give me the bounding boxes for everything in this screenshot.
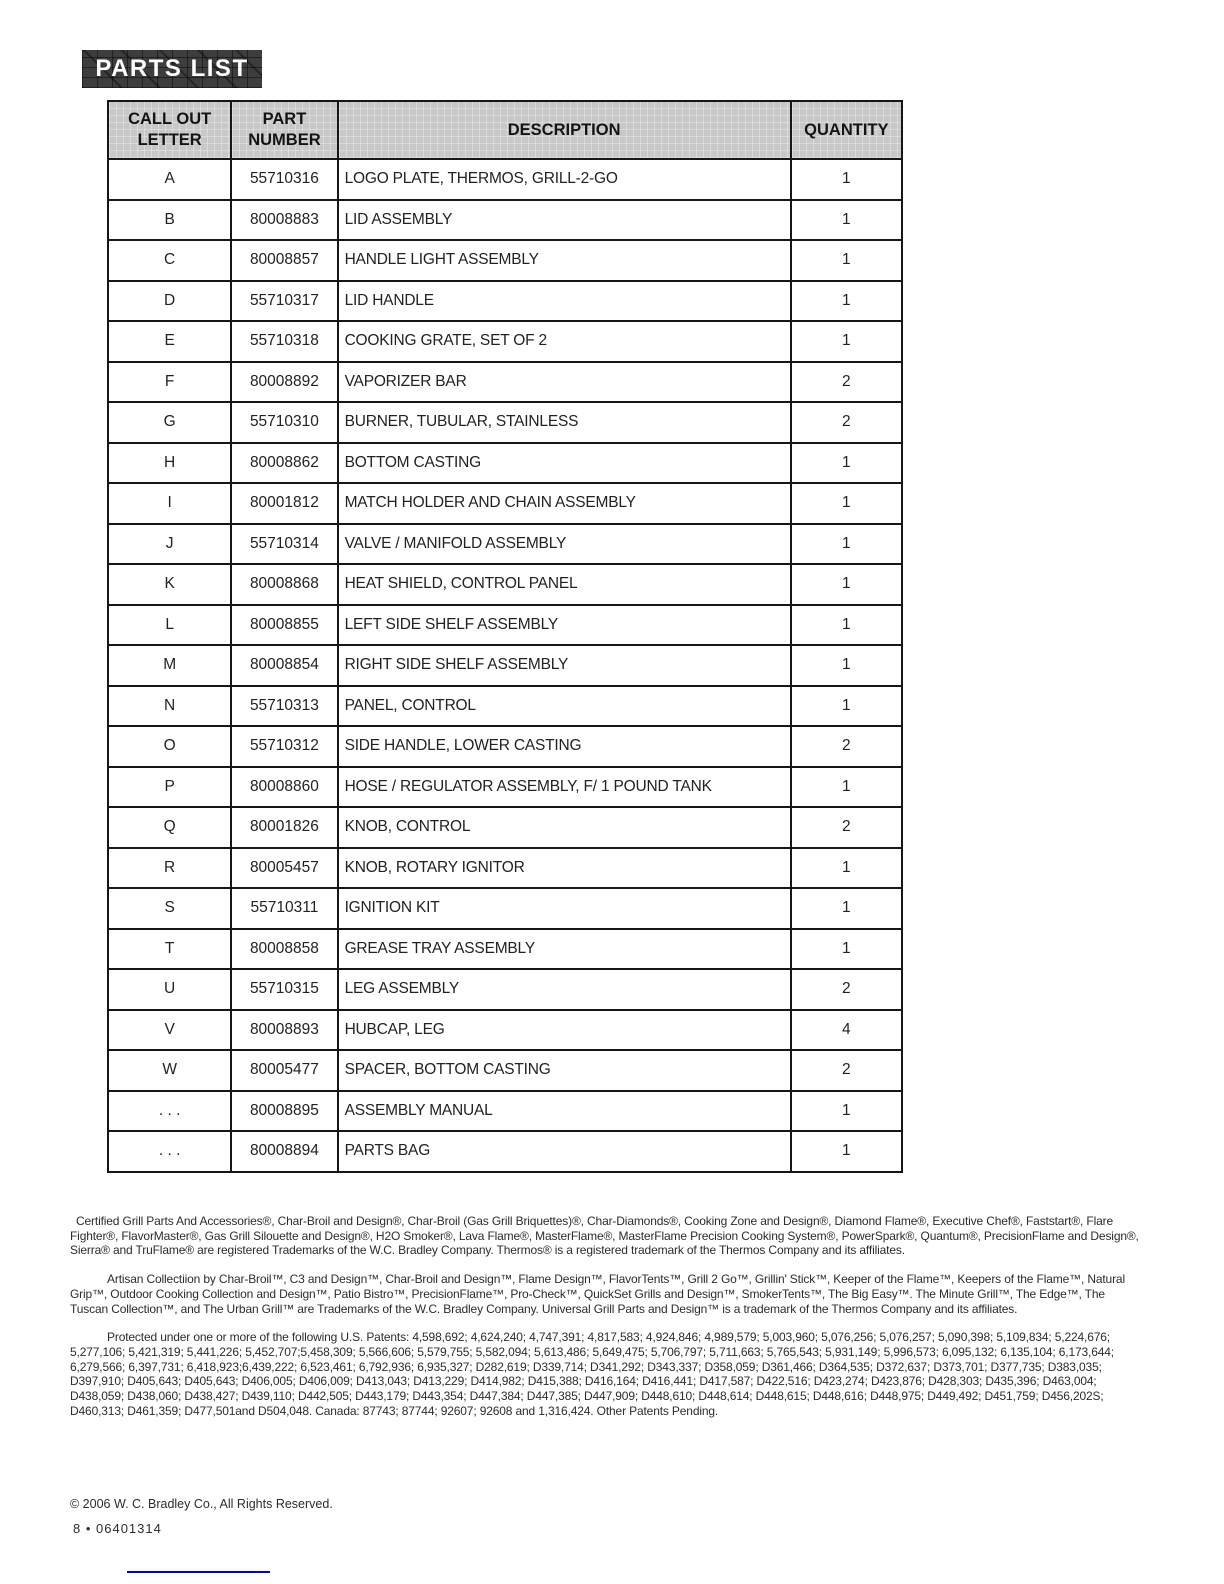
part-number-cell: 55710312	[231, 726, 337, 767]
description-cell: LID HANDLE	[338, 281, 791, 322]
description-cell: MATCH HOLDER AND CHAIN ASSEMBLY	[338, 483, 791, 524]
parts-table-header	[108, 101, 902, 159]
part-number-cell: 80008893	[231, 1010, 337, 1051]
part-number-cell: 80005457	[231, 848, 337, 889]
description-cell: HEAT SHIELD, CONTROL PANEL	[338, 564, 791, 605]
quantity-cell: 1	[791, 564, 902, 605]
callout-letter-cell: D	[108, 281, 231, 322]
col-header-quantity: QUANTITY	[791, 101, 902, 159]
quantity-cell: 1	[791, 281, 902, 322]
table-row	[108, 321, 902, 362]
part-number-cell: 55710316	[231, 159, 337, 200]
callout-letter-cell: F	[108, 362, 231, 403]
callout-letter-cell: S	[108, 888, 231, 929]
part-number-cell: 80008857	[231, 240, 337, 281]
table-row	[108, 645, 902, 686]
page-number-footer: 8 • 06401314	[73, 1521, 162, 1536]
parts-table-body	[108, 159, 902, 1172]
table-row	[108, 807, 902, 848]
callout-letter-cell: Q	[108, 807, 231, 848]
description-cell: RIGHT SIDE SHELF ASSEMBLY	[338, 645, 791, 686]
table-row	[108, 767, 902, 808]
copyright-line: © 2006 W. C. Bradley Co., All Rights Reserved.	[70, 1497, 333, 1511]
footer-blue-line	[127, 1571, 270, 1573]
callout-letter-cell: M	[108, 645, 231, 686]
parts-table	[107, 100, 903, 1173]
callout-letter-cell: C	[108, 240, 231, 281]
quantity-cell: 1	[791, 767, 902, 808]
table-row	[108, 402, 902, 443]
callout-letter-cell: J	[108, 524, 231, 565]
description-cell: HOSE / REGULATOR ASSEMBLY, F/ 1 POUND TANK	[338, 767, 791, 808]
quantity-cell: 1	[791, 200, 902, 241]
quantity-cell: 1	[791, 1091, 902, 1132]
part-number-cell: 80005477	[231, 1050, 337, 1091]
description-cell: COOKING GRATE, SET OF 2	[338, 321, 791, 362]
part-number-cell: 55710313	[231, 686, 337, 727]
description-cell: LID ASSEMBLY	[338, 200, 791, 241]
quantity-cell: 2	[791, 726, 902, 767]
col-header-part-number: PART NUMBER	[231, 101, 337, 159]
quantity-cell: 2	[791, 807, 902, 848]
quantity-cell: 1	[791, 1131, 902, 1172]
callout-letter-cell: N	[108, 686, 231, 727]
registered-trademarks-paragraph: Certified Grill Parts And Accessories®, Char-Broil and Design®, Char-Broil (Gas Grill Briquettes)®, Char-Diamonds®, Cooking Zone and Design®, Diamond Flame®, Executive Chef®, Faststart®, Flare Fighter®, FlavorMaster®, Gas Grill Silouette and Design®, H2O Smoker®, Lava Flame®, MasterFlame®, MasterFlame Precision Cooking System®, PowerSpark®, Quantum®, PrecisionFlame and Design®, Sierra® and TruFlame® are registered Trademarks of the W.C. Bradley Company. Thermos® is a registered trademark of the Thermos Company and its affiliates.	[70, 1214, 1139, 1258]
table-row	[108, 524, 902, 565]
callout-letter-cell: L	[108, 605, 231, 646]
quantity-cell: 1	[791, 524, 902, 565]
quantity-cell: 4	[791, 1010, 902, 1051]
part-number-cell: 80008855	[231, 605, 337, 646]
part-number-cell: 80008892	[231, 362, 337, 403]
quantity-cell: 1	[791, 159, 902, 200]
callout-letter-cell: . . .	[108, 1131, 231, 1172]
part-number-cell: 55710315	[231, 969, 337, 1010]
description-cell: PANEL, CONTROL	[338, 686, 791, 727]
quantity-cell: 1	[791, 645, 902, 686]
callout-letter-cell: R	[108, 848, 231, 889]
description-cell: LEFT SIDE SHELF ASSEMBLY	[338, 605, 791, 646]
description-cell: VAPORIZER BAR	[338, 362, 791, 403]
part-number-cell: 80008883	[231, 200, 337, 241]
table-row	[108, 1050, 902, 1091]
description-cell: PARTS BAG	[338, 1131, 791, 1172]
table-row	[108, 726, 902, 767]
table-row	[108, 159, 902, 200]
quantity-cell: 1	[791, 686, 902, 727]
part-number-cell: 55710311	[231, 888, 337, 929]
callout-letter-cell: I	[108, 483, 231, 524]
table-row	[108, 564, 902, 605]
callout-letter-cell: E	[108, 321, 231, 362]
description-cell: VALVE / MANIFOLD ASSEMBLY	[338, 524, 791, 565]
table-row	[108, 200, 902, 241]
table-row	[108, 929, 902, 970]
quantity-cell: 2	[791, 362, 902, 403]
col-header-callout-letter: CALL OUT LETTER	[108, 101, 231, 159]
quantity-cell: 2	[791, 1050, 902, 1091]
description-cell: GREASE TRAY ASSEMBLY	[338, 929, 791, 970]
table-row	[108, 888, 902, 929]
table-row	[108, 1131, 902, 1172]
part-number-cell: 55710310	[231, 402, 337, 443]
callout-letter-cell: W	[108, 1050, 231, 1091]
quantity-cell: 1	[791, 321, 902, 362]
callout-letter-cell: A	[108, 159, 231, 200]
description-cell: SPACER, BOTTOM CASTING	[338, 1050, 791, 1091]
table-row	[108, 1091, 902, 1132]
part-number-cell: 80008858	[231, 929, 337, 970]
part-number-cell: 80008895	[231, 1091, 337, 1132]
callout-letter-cell: H	[108, 443, 231, 484]
quantity-cell: 1	[791, 605, 902, 646]
part-number-cell: 80001826	[231, 807, 337, 848]
quantity-cell: 1	[791, 848, 902, 889]
description-cell: ASSEMBLY MANUAL	[338, 1091, 791, 1132]
callout-letter-cell: B	[108, 200, 231, 241]
callout-letter-cell: P	[108, 767, 231, 808]
part-number-cell: 55710314	[231, 524, 337, 565]
quantity-cell: 1	[791, 443, 902, 484]
description-cell: SIDE HANDLE, LOWER CASTING	[338, 726, 791, 767]
legal-text-block	[70, 1214, 1140, 1432]
callout-letter-cell: T	[108, 929, 231, 970]
part-number-cell: 80008854	[231, 645, 337, 686]
callout-letter-cell: K	[108, 564, 231, 605]
parts-list-title: PARTS LIST	[95, 55, 249, 82]
table-row	[108, 969, 902, 1010]
description-cell: KNOB, CONTROL	[338, 807, 791, 848]
trademarks-paragraph: Artisan Collectiion by Char-Broil™, C3 and Design™, Char-Broil and Design™, Flame Design™, FlavorTents™, Grill 2 Go™, Grillin' Stick™, Keeper of the Flame™, Keepers of the Flame™, Natural Grip™, Outdoor Cooking Collection and Design™, Patio Bistro™, PrecisionFlame™, Pro-Check™, QuickSet Grills and Design™, SmokerTents™, The Big Easy™. The Minute Grill™, The Edge™, The Tuscan Collection™, and The Urban Grill™ are Trademarks of the W.C. Bradley Company. Universal Grill Parts and Design™ is a trademark of the Thermos Company and its affiliates.	[70, 1272, 1125, 1316]
table-row	[108, 281, 902, 322]
description-cell: BOTTOM CASTING	[338, 443, 791, 484]
header-row	[108, 101, 902, 159]
table-row	[108, 443, 902, 484]
callout-letter-cell: O	[108, 726, 231, 767]
table-row	[108, 848, 902, 889]
callout-letter-cell: U	[108, 969, 231, 1010]
patents-paragraph: Protected under one or more of the following U.S. Patents: 4,598,692; 4,624,240; 4,747,391; 4,817,583; 4,924,846; 4,989,579; 5,003,960; 5,076,256; 5,076,257; 5,090,398; 5,109,834; 5,224,676; 5,277,106; 5,421,319; 5,441,226; 5,452,707;5,458,309; 5,566,606; 5,579,755; 5,582,094; 5,613,486; 5,649,475; 5,706,797; 5,711,663; 5,765,543; 5,931,149; 5,996,573; 6,095,132; 6,135,104; 6,173,644; 6,279,566; 6,397,731; 6,418,923;6,439,222; 6,523,461; 6,792,936; 6,935,327; D282,619; D339,714; D341,292; D343,337; D358,059; D361,466; D364,535; D372,637; D373,701; D377,735; D383,035; D397,910; D405,643; D405,643; D406,005; D406,009; D413,043; D413,229; D414,982; D415,388; D416,164; D416,441; D417,587; D422,516; D423,274; D423,876; D428,303; D435,396; D463,004; D438,059; D438,060; D438,427; D439,110; D442,505; D443,179; D443,354; D447,384; D447,385; D447,909; D448,610; D448,614; D448,615; D448,616; D448,975; D449,492; D451,759; D456,202S; D460,313; D461,359; D477,501and D504,048. Canada: 87743; 87744; 92607; 92608 and 1,316,424. Other Patents Pending.	[70, 1330, 1114, 1418]
quantity-cell: 2	[791, 969, 902, 1010]
col-header-description: DESCRIPTION	[338, 101, 791, 159]
table-row	[108, 362, 902, 403]
description-cell: HANDLE LIGHT ASSEMBLY	[338, 240, 791, 281]
callout-letter-cell: V	[108, 1010, 231, 1051]
description-cell: HUBCAP, LEG	[338, 1010, 791, 1051]
quantity-cell: 1	[791, 483, 902, 524]
description-cell: IGNITION KIT	[338, 888, 791, 929]
table-row	[108, 483, 902, 524]
table-row	[108, 240, 902, 281]
callout-letter-cell: . . .	[108, 1091, 231, 1132]
quantity-cell: 1	[791, 888, 902, 929]
table-row	[108, 605, 902, 646]
quantity-cell: 1	[791, 929, 902, 970]
part-number-cell: 80001812	[231, 483, 337, 524]
quantity-cell: 2	[791, 402, 902, 443]
part-number-cell: 55710317	[231, 281, 337, 322]
parts-list-badge	[82, 50, 262, 88]
table-row	[108, 686, 902, 727]
part-number-cell: 80008860	[231, 767, 337, 808]
part-number-cell: 80008868	[231, 564, 337, 605]
part-number-cell: 80008894	[231, 1131, 337, 1172]
description-cell: KNOB, ROTARY IGNITOR	[338, 848, 791, 889]
description-cell: LOGO PLATE, THERMOS, GRILL-2-GO	[338, 159, 791, 200]
description-cell: BURNER, TUBULAR, STAINLESS	[338, 402, 791, 443]
callout-letter-cell: G	[108, 402, 231, 443]
quantity-cell: 1	[791, 240, 902, 281]
part-number-cell: 80008862	[231, 443, 337, 484]
part-number-cell: 55710318	[231, 321, 337, 362]
description-cell: LEG ASSEMBLY	[338, 969, 791, 1010]
table-row	[108, 1010, 902, 1051]
